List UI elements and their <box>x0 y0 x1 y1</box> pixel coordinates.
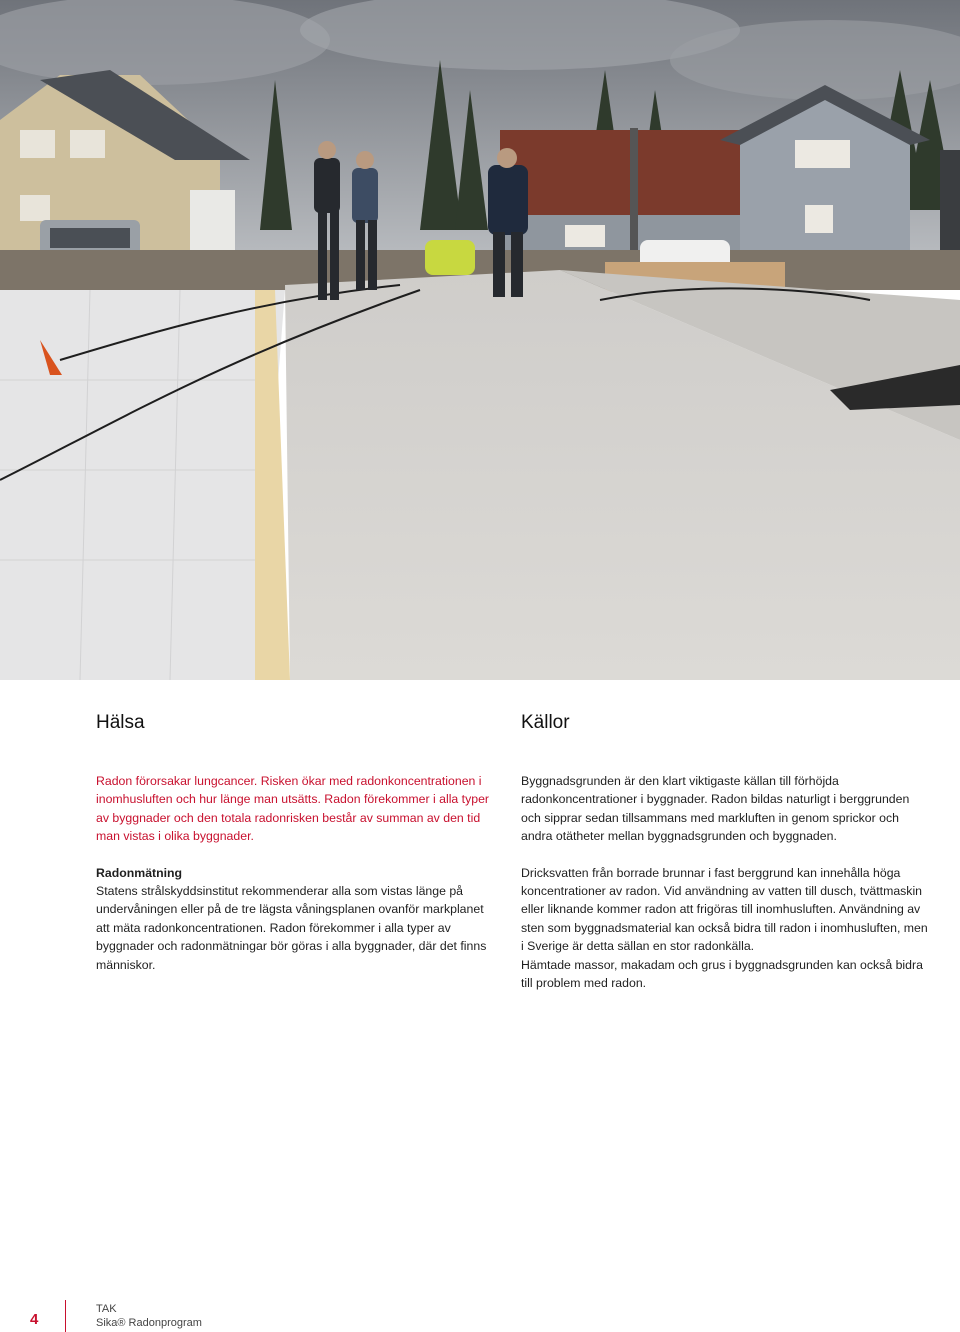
footer-label <box>96 1302 202 1330</box>
section-heading-kallor: Källor <box>521 712 570 733</box>
kallor-paragraph-2: Dricksvatten från borrade brunnar i fast berggrund kan innehålla höga koncentrationer av radon. Vid användning av vatten till dusch, tvättmaskin eller liknande kommer radon att frigöras till inomhusluften. Användning av sten som byggnadsmaterial kan också bidra till radon i inomhusluften, men i Sverige är detta sällan en stor radonkälla. <box>521 865 928 954</box>
intro-paragraph: Radon förorsakar lungcancer. Risken ökar med radonkoncentrationen i inomhusluften och hur länge man utsätts. Radon förekommer i alla typer av byggnader och den totala radonrisken består av summan av den tid man vistas i olika byggnader. <box>96 774 490 844</box>
footer-line-1: TAK <box>96 1303 117 1315</box>
kallor-paragraph-3: Hämtade massor, makadam och grus i byggnadsgrunden kan också bidra till problem med radon. <box>521 957 923 991</box>
section-heading-halsa: Hälsa <box>96 712 145 733</box>
footer-divider <box>65 1300 66 1332</box>
subheading-radonmatning: Radonmätning <box>96 865 183 880</box>
page-number: 4 <box>30 1311 39 1328</box>
right-column <box>521 772 931 992</box>
left-column <box>96 772 496 974</box>
kallor-paragraph-1: Byggnadsgrunden är den klart viktigaste källan till förhöjda radonkoncentrationer i byggnader. Radon bildas naturligt i berggrunden och sipprar sedan tillsammans med markluften in genom sprickor och andra otätheter mellan byggnadsgrunden och byggnaden. <box>521 774 910 844</box>
footer-line-2: Sika® Radonprogram <box>96 1317 202 1329</box>
radonmatning-paragraph: Statens strålskyddsinstitut rekommenderar alla som vistas länge på undervåningen eller på de tre lägsta våningsplanen ovanför markplanet att mäta radonkoncentrationen. Radon förekommer i alla typer av byggnader och radonmätningar bör göras i alla byggnader, där det finns människor. <box>96 884 487 972</box>
